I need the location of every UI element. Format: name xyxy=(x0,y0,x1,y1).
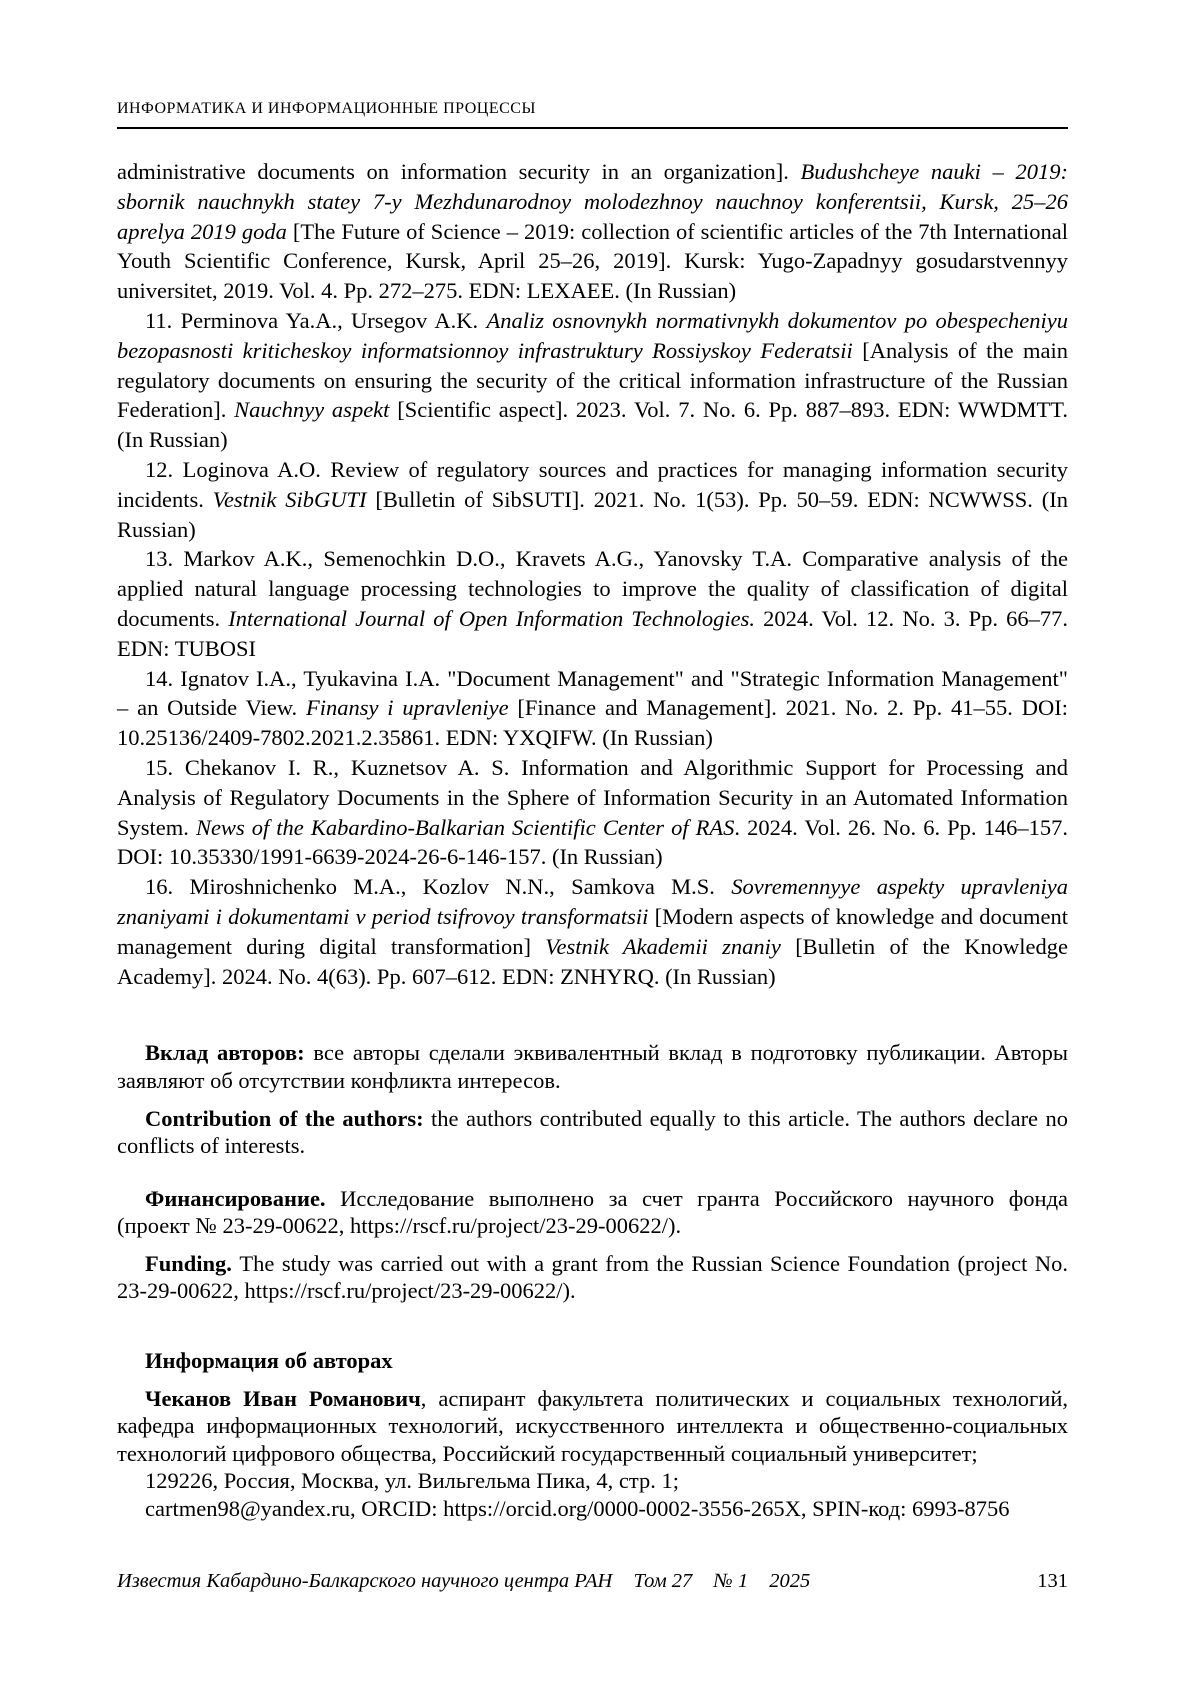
text-run: Vestnik SibGUTI xyxy=(212,486,367,512)
author-contacts xyxy=(117,1495,1068,1523)
text-run: все авторы сделали эквивалентный вклад в подготовку публикации. Авторы заявляют об отсутствии конфликта интересов. xyxy=(117,1040,1069,1093)
journal-name: Известия Кабардино-Балкарского научного центра РАН xyxy=(117,1570,613,1592)
text-run: Analiz osnovnykh normativnykh dokumentov po obespecheniyu bezopasnosti kriticheskoy informatsionnoy infrastruktury Rossiyskoy Federatsii xyxy=(117,307,1068,363)
text-run: administrative documents on information security in an organization]. xyxy=(117,159,801,184)
text-run: Финансирование. xyxy=(145,1185,341,1211)
reference-10-continuation xyxy=(117,157,1068,306)
text-run: Contribution of the authors: xyxy=(145,1105,432,1131)
text-run: [Finance and Management]. 2021. No. 2. Pp. 41–55. DOI: 10.25136/2409-7802.2021.2.35861. EDN: YXQIFW. (In Russian) xyxy=(117,695,1069,751)
text-run: International Journal of Open Information Technologies. xyxy=(228,605,755,631)
text-run: Vestnik Akademii znaniy xyxy=(545,933,781,959)
text-run: 129226, Россия, Москва, ул. Вильгельма Пика, 4, стр. 1; xyxy=(145,1468,679,1494)
text-run: Funding. xyxy=(145,1250,240,1276)
text-run: 2024. Vol. 12. No. 3. Pp. 66–77. EDN: TUBOSI xyxy=(117,605,1068,661)
year-label: 2025 xyxy=(769,1570,811,1592)
text-run: [Bulletin of SibSUTI]. 2021. No. 1(53). Pp. 50–59. EDN: NCWWSS. (In Russian) xyxy=(117,486,1068,542)
text-run: [The Future of Science – 2019: collection of scientific articles of the 7th International Youth Scientific Conference, Kursk, April 25–26, 2019]. Kursk: Yugo-Zapadnyy gosudarstvennyy universitet, 2019. Vol. 4. Pp. 272–275. EDN: LEXAEE. (In Russian) xyxy=(117,218,1068,304)
text-run: Вклад авторов: xyxy=(145,1040,314,1066)
text-run: . 2024. Vol. 26. No. 6. Pp. 146–157. DOI: 10.35330/1991-6639-2024-26-6-146-157. (In Russian) xyxy=(117,814,1068,870)
authors-info-heading xyxy=(117,1347,1068,1375)
reference-11 xyxy=(117,306,1068,455)
reference-12 xyxy=(117,455,1068,544)
text-run: Finansy i upravleniye xyxy=(305,695,509,721)
reference-15 xyxy=(117,753,1068,872)
author-bio xyxy=(117,1385,1068,1468)
funding-ru xyxy=(117,1185,1068,1240)
text-run: , аспирант факультета политических и социальных технологий, кафедра информационных технологий, искусственного интеллекта и общественно-социальных технологий цифрового общества, Российский государственный социальный университет; xyxy=(117,1385,1068,1466)
text-run: Чеканов Иван Романович xyxy=(145,1385,421,1411)
journal-footer-line xyxy=(117,1570,810,1593)
text-run: The study was carried out with a grant from the Russian Science Foundation (project No. 23-29-00622, https://rscf.ru/project/23-29-00622/). xyxy=(117,1250,1068,1304)
text-run: Исследование выполнено за счет гранта Российского научного фонда (проект № 23-29-00622, https://rscf.ru/project/23-29-00622/). xyxy=(117,1185,1069,1239)
running-header xyxy=(117,100,1068,129)
text-run: 16. Miroshnichenko M.A., Kozlov N.N., Samkova M.S. xyxy=(145,874,732,900)
text-run: [Analysis of the main regulatory documents on ensuring the security of the critical information infrastructure of the Russian Federation]. xyxy=(117,337,1068,423)
volume-label: Том 27 xyxy=(633,1570,693,1592)
reference-16 xyxy=(117,872,1068,991)
running-title: ИНФОРМАТИКА И ИНФОРМАЦИОННЫЕ ПРОЦЕССЫ xyxy=(117,100,536,117)
text-run: 13. Markov A.K., Semenochkin D.O., Kravets A.G., Yanovsky T.A. Comparative analysis of the applied natural language processing technologies to improve the quality of classification of digital documents. xyxy=(117,546,1068,631)
page-number: 131 xyxy=(1037,1570,1068,1592)
text-run: 12. Loginova A.O. Review of regulatory sources and practices for managing information security incidents. xyxy=(117,456,1068,512)
text-run: Nauchnyy aspekt xyxy=(234,397,390,423)
text-run: the authors contributed equally to this article. The authors declare no conflicts of interests. xyxy=(117,1105,1068,1159)
author-address xyxy=(117,1467,1068,1495)
text-run: [Bulletin of the Knowledge Academy]. 2024. No. 4(63). Pp. 607–612. EDN: ZNHYRQ. (In Russian) xyxy=(117,933,1068,989)
text-run: Информация об авторах xyxy=(145,1348,393,1374)
reference-14 xyxy=(117,664,1068,753)
text-run: 14. Ignatov I.A., Tyukavina I.A. "Document Management" and "Strategic Information Management" – an Outside View. xyxy=(117,665,1068,721)
reference-13 xyxy=(117,544,1068,663)
text-run: [Scientific aspect]. 2023. Vol. 7. No. 6. Pp. 887–893. EDN: WWDMTT. (In Russian) xyxy=(117,397,1068,453)
page-footer xyxy=(117,1570,1068,1593)
text-run: [Modern aspects of knowledge and document management during digital transformation] xyxy=(117,903,1068,959)
text-run: Budushcheye nauki – 2019: sbornik nauchnykh statey 7-y Mezhdunarodnoy molodezhnoy nauchnoy konferentsii, Kursk, 25–26 aprelya 2019 goda xyxy=(117,159,1068,244)
text-run: 11. Perminova Ya.A., Ursegov A.K. xyxy=(145,307,487,333)
authors-contribution-en xyxy=(117,1105,1068,1160)
text-run: Sovremennyye aspekty upravleniya znaniyami i dokumentami v period tsifrovoy transformatsii xyxy=(117,874,1068,929)
header-rule xyxy=(117,127,1068,129)
document-body xyxy=(117,157,1068,1523)
authors-contribution-ru xyxy=(117,1039,1068,1094)
funding-en xyxy=(117,1250,1068,1305)
text-run: News of the Kabardino-Balkarian Scientific Center of RAS xyxy=(195,814,735,840)
text-run: 15. Chekanov I. R., Kuznetsov A. S. Information and Algorithmic Support for Processing and Analysis of Regulatory Documents in the Sphere of Information Security in an Automated Information System. xyxy=(117,754,1068,840)
text-run: cartmen98@yandex.ru, ORCID: https://orcid.org/0000-0002-3556-265X, SPIN-код: 6993-8756 xyxy=(145,1496,1010,1522)
issue-label: № 1 xyxy=(713,1570,749,1592)
